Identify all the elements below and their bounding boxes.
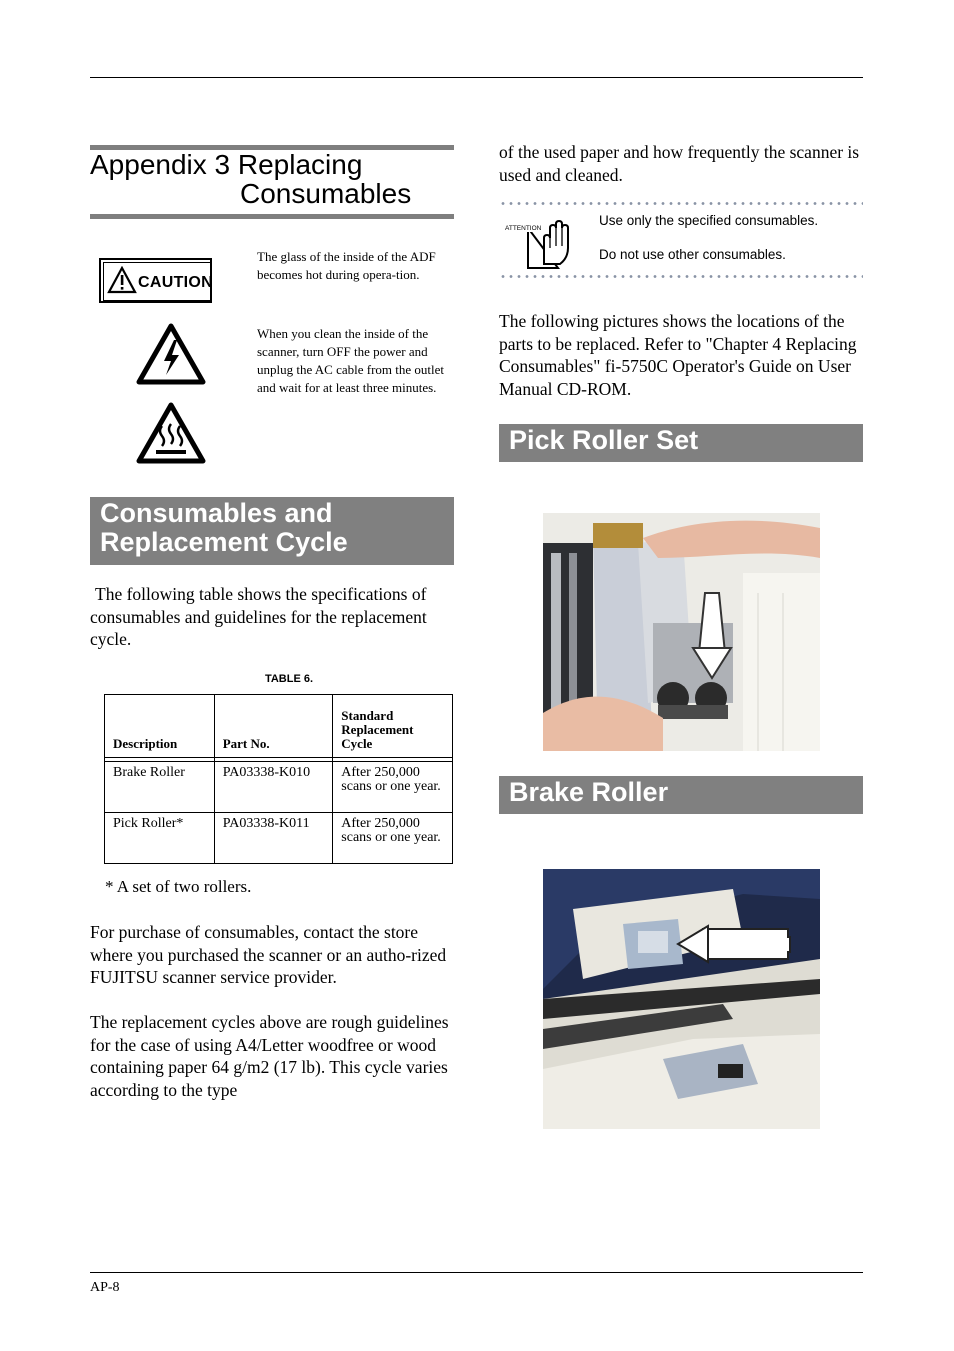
caution-label: CAUTION bbox=[138, 274, 213, 291]
consumables-table bbox=[104, 694, 453, 864]
hot-surface-icon bbox=[136, 402, 206, 464]
attention-line2: Do not use other consumables. bbox=[599, 247, 786, 262]
electric-shock-icon bbox=[136, 323, 206, 385]
footer-rule bbox=[90, 1272, 863, 1273]
table-cell: After 250,000 scans or one year. bbox=[333, 762, 453, 813]
attention-label: ATTENTION bbox=[505, 225, 542, 232]
appendix-title bbox=[90, 150, 454, 208]
attention-block-icon bbox=[504, 214, 579, 270]
title-bottom-bar bbox=[90, 214, 454, 219]
column-header: Part No. bbox=[214, 695, 333, 758]
table-footnote: * A set of two rollers. bbox=[105, 877, 252, 896]
table-header-row bbox=[105, 695, 453, 758]
header-rule bbox=[90, 77, 863, 78]
attention-bottom-divider bbox=[499, 275, 863, 278]
section-heading-line2: Replacement Cycle bbox=[100, 527, 348, 557]
locations-paragraph: The following pictures shows the locations of the parts to be replaced. Refer to "Chapter 4 Replacing Consumables" fi-5750C Operator's Guide on User Manual CD-ROM. bbox=[499, 311, 857, 399]
section-heading-brake-roller: Brake Roller bbox=[499, 776, 863, 814]
table-caption: TABLE 6. bbox=[264, 673, 314, 685]
pick-roller-photo bbox=[543, 513, 820, 751]
table-cell: Brake Roller bbox=[105, 762, 215, 813]
table-cell: PA03338-K010 bbox=[214, 762, 333, 813]
attention-line1: Use only the specified consumables. bbox=[599, 213, 819, 228]
table-cell: After 250,000 scans or one year. bbox=[333, 813, 453, 864]
cycle-paragraph: The replacement cycles above are rough guidelines for the case of using A4/Letter woodfree or wood containing paper 64 g/m2 (17 lb). This cycle varies according to the type bbox=[90, 1012, 449, 1100]
appendix-title-line1: Appendix 3 Replacing bbox=[90, 149, 363, 180]
table-row bbox=[105, 762, 453, 813]
table-row bbox=[105, 813, 453, 864]
column-header: Description bbox=[105, 695, 215, 758]
table-cell: PA03338-K011 bbox=[214, 813, 333, 864]
section-heading-consumables bbox=[90, 497, 454, 565]
warning-triangle-icon bbox=[107, 266, 137, 294]
appendix-title-line2: Consumables bbox=[240, 178, 412, 209]
continued-paragraph: of the used paper and how frequently the scanner is used and cleaned. bbox=[499, 142, 860, 185]
consumables-intro: The following table shows the specifications of consumables and guidelines for the replacement cycle. bbox=[90, 584, 427, 649]
purchase-paragraph: For purchase of consumables, contact the store where you purchased the scanner or an autho-rized FUJITSU scanner service provider. bbox=[90, 922, 447, 987]
caution-power-text: When you clean the inside of the scanner, turn OFF the power and unplug the AC cable from the outlet and wait for at least three minutes. bbox=[257, 326, 445, 395]
caution-hot-text: The glass of the inside of the ADF becomes hot during opera-tion. bbox=[257, 249, 436, 282]
page-number: AP-8 bbox=[90, 1280, 120, 1295]
section-heading-line1: Consumables and bbox=[100, 498, 333, 528]
section-heading-pick-roller: Pick Roller Set bbox=[499, 424, 863, 462]
column-header: Standard Replacement Cycle bbox=[333, 695, 453, 758]
hand-stop-icon bbox=[524, 214, 580, 270]
brake-roller-photo bbox=[543, 869, 820, 1129]
caution-badge bbox=[99, 258, 212, 303]
attention-top-divider bbox=[499, 202, 863, 205]
table-cell: Pick Roller* bbox=[105, 813, 215, 864]
